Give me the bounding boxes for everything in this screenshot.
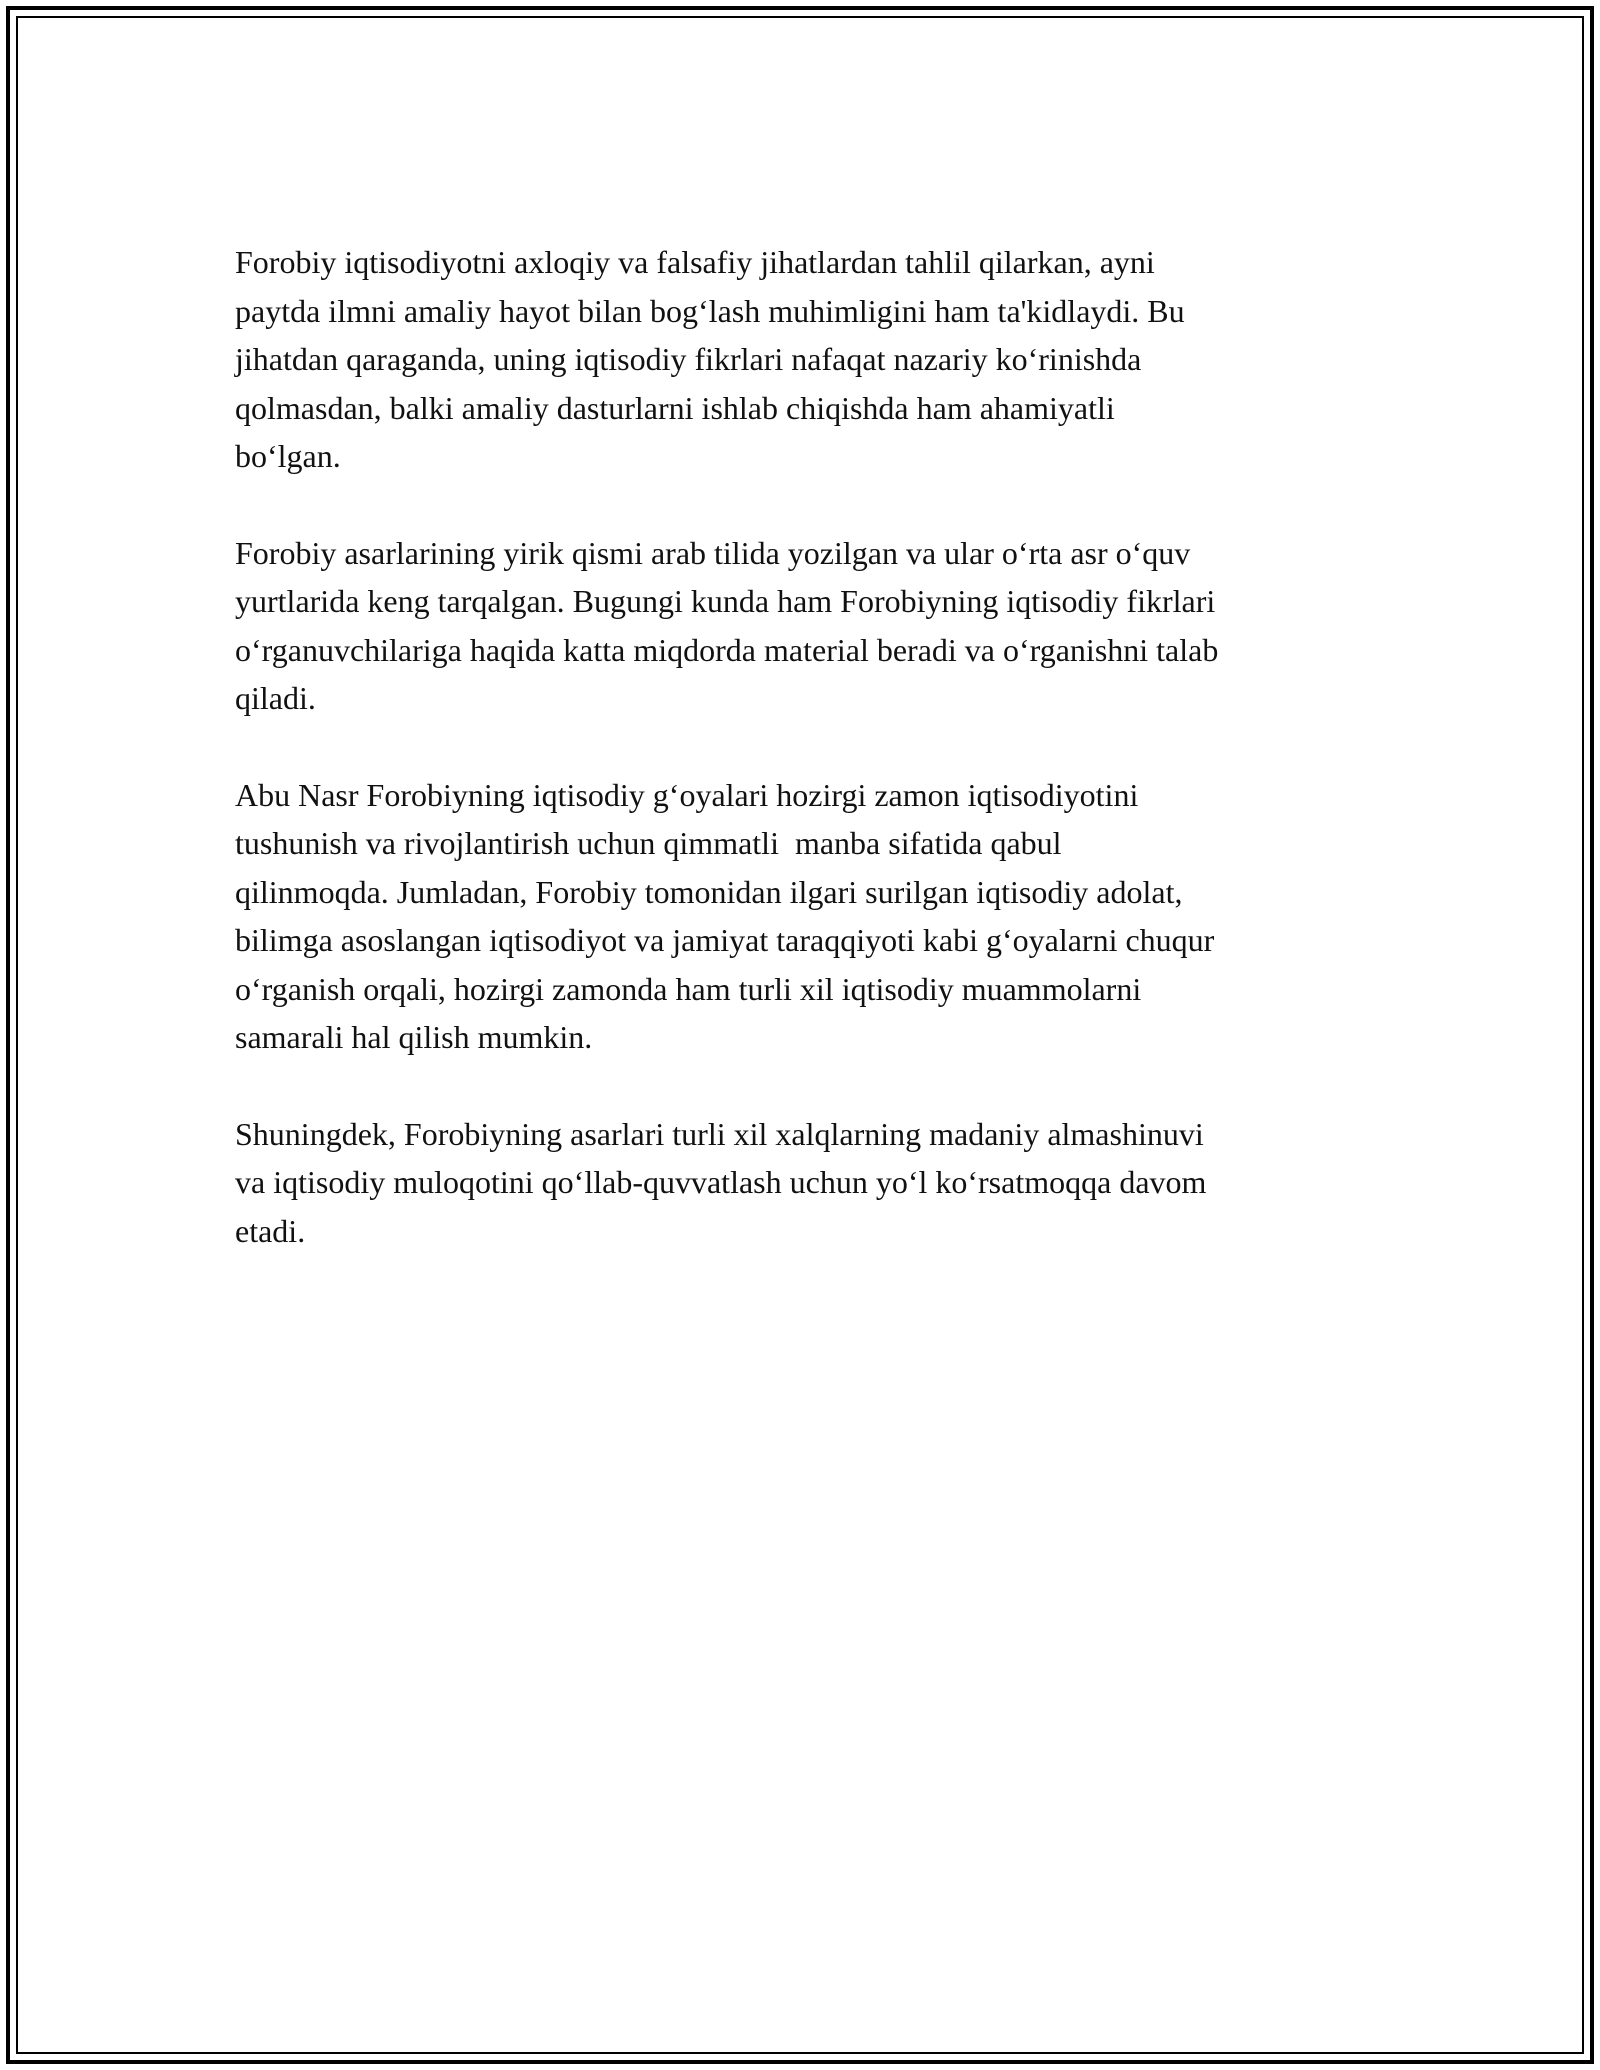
text-line: qiladi. [235,680,316,716]
paragraph-3 [235,771,1370,1062]
text-line: o‘rganuvchilariga haqida katta miqdorda material beradi va o‘rganishni talab [235,631,1219,668]
text-line: yurtlarida keng tarqalgan. Bugungi kunda ham Forobiyning iqtisodiy fikrlari [235,583,1216,619]
text-line: qilinmoqda. Jumladan, Forobiy tomonidan ilgari surilgan iqtisodiy adolat, [235,873,1183,910]
text-line: paytda ilmni amaliy hayot bilan bog‘lash muhimligini ham ta'kidlaydi. Bu [235,292,1185,329]
paragraph-4 [235,1110,1370,1256]
text-line: samarali hal qilish mumkin. [235,1019,593,1055]
text-line: tushunish va rivojlantirish uchun qimmatli manba sifatida qabul [235,825,1062,861]
text-line: etadi. [235,1212,306,1249]
text-line: Shuningdek, Forobiyning asarlari turli xil xalqlarning madaniy almashinuvi [235,1115,1204,1152]
text-line: bo‘lgan. [235,438,341,474]
document-body [235,238,1370,1303]
text-line: o‘rganish orqali, hozirgi zamonda ham turli xil iqtisodiy muammolarni [235,970,1142,1007]
text-line: bilimga asoslangan iqtisodiyot va jamiyat taraqqiyoti kabi g‘oyalarni chuqur [235,922,1215,958]
paragraph-2 [235,529,1370,723]
text-line: Forobiy asarlarining yirik qismi arab tilida yozilgan va ular o‘rta asr o‘quv [235,534,1191,571]
text-line: va iqtisodiy muloqotini qo‘llab-quvvatlash uchun yo‘l ko‘rsatmoqqa davom [235,1164,1207,1200]
text-line: qolmasdan, balki amaliy dasturlarni ishlab chiqishda ham ahamiyatli [235,389,1115,426]
text-line: Abu Nasr Forobiyning iqtisodiy g‘oyalari hozirgi zamon iqtisodiyotini [235,776,1139,813]
text-line: jihatdan qaraganda, uning iqtisodiy fikrlari nafaqat nazariy ko‘rinishda [235,341,1142,377]
paragraph-1 [235,238,1370,481]
text-line: Forobiy iqtisodiyotni axloqiy va falsafiy jihatlardan tahlil qilarkan, ayni [235,244,1155,280]
